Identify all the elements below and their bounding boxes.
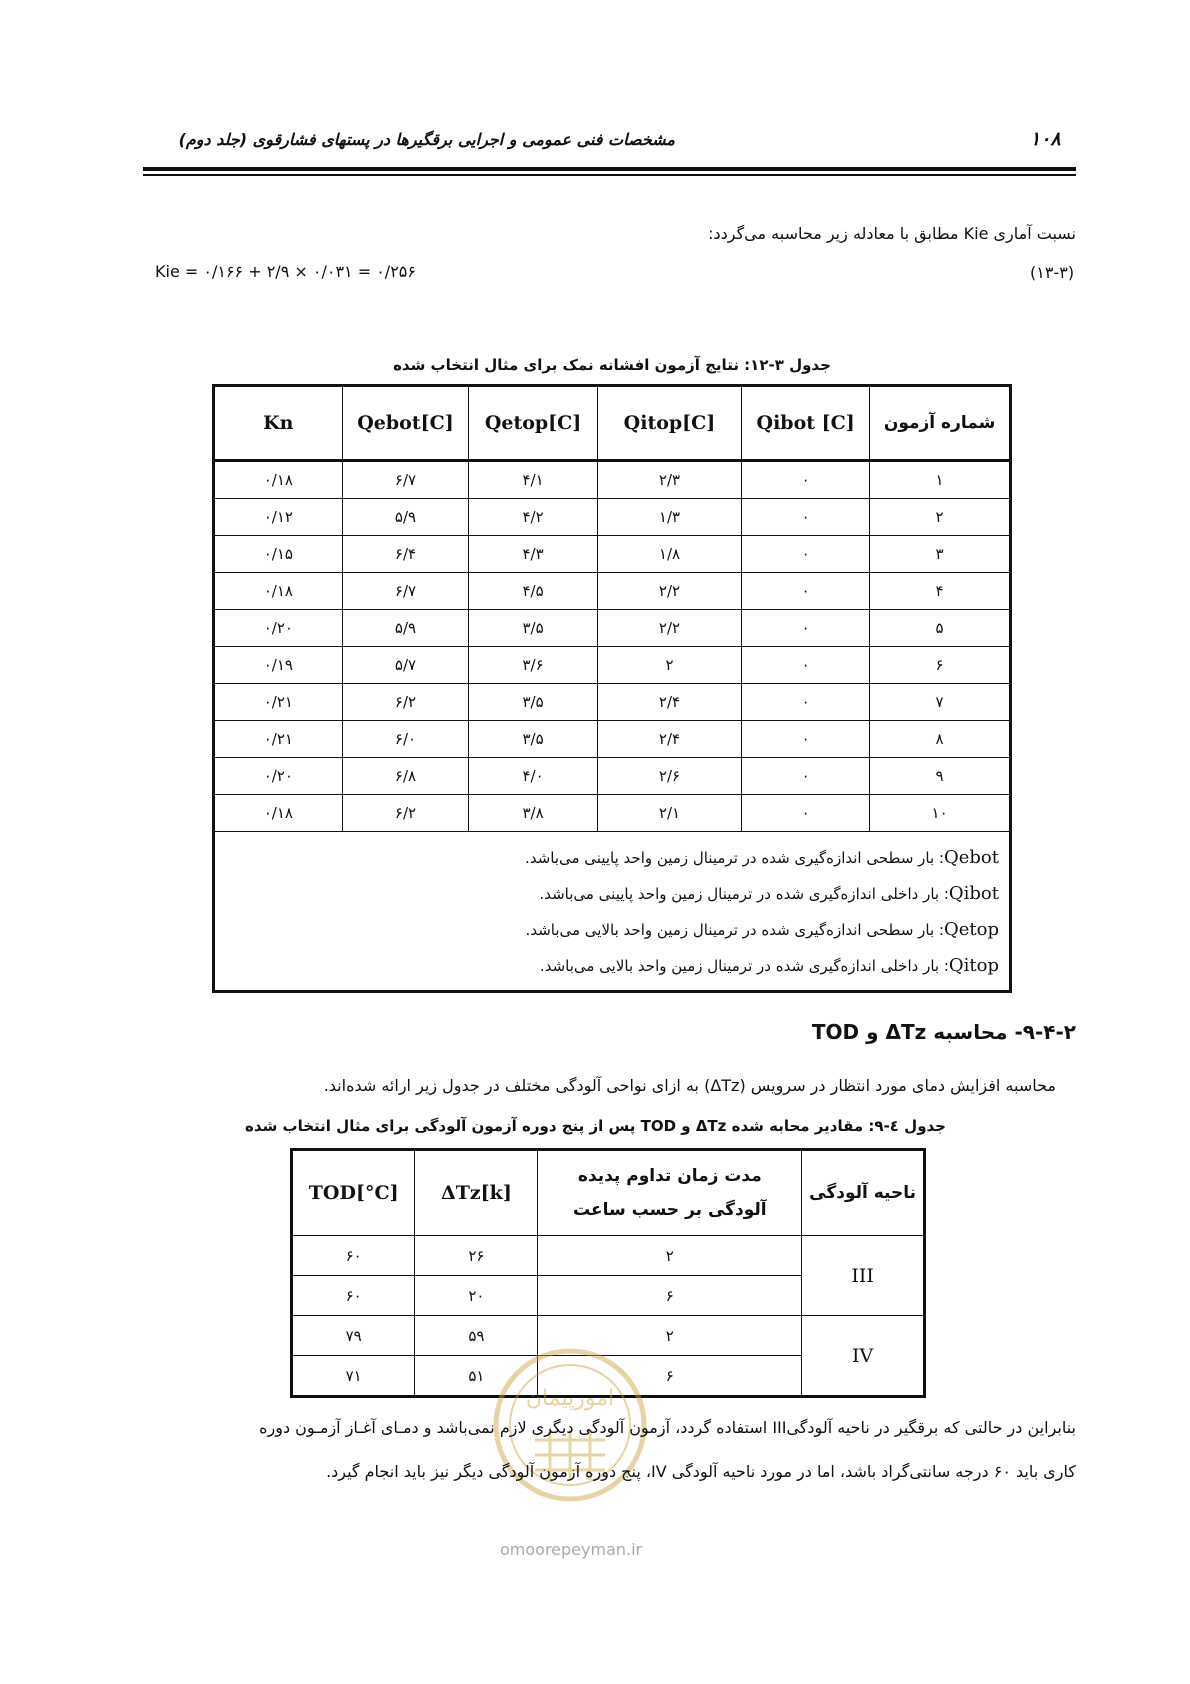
intro-text: نسبت آماری Kie مطابق با معادله زیر محاسبه می‌گردد: xyxy=(708,224,1076,243)
table-cell: ۲/۴ xyxy=(597,721,741,758)
table-cell: ۶/۷ xyxy=(342,461,469,499)
table-cell: ۶/۰ xyxy=(342,721,469,758)
table-row xyxy=(214,461,1011,499)
header-rule-thick xyxy=(143,167,1076,171)
table-cell: ۷۹ xyxy=(292,1316,415,1356)
table-cell: ۸ xyxy=(870,721,1011,758)
table-cell: ۲ xyxy=(538,1316,802,1356)
table-cell: ۰/۲۱ xyxy=(214,684,343,721)
table-cell: ۴/۵ xyxy=(469,573,598,610)
table-cell: ۳/۵ xyxy=(469,721,598,758)
table-cell: ۰ xyxy=(742,573,870,610)
table-cell: ۱۰ xyxy=(870,795,1011,832)
table-cell: ۲/۱ xyxy=(597,795,741,832)
conclusion-line-1: بنابراین در حالتی که برقگیر در ناحیه آلودگیIII استفاده گردد، آزمون آلودگی دیگری لازم نمی‌باشد و دمـای آغـاز آزمـون دوره xyxy=(259,1418,1076,1437)
equation-label: (۱۳-۳) xyxy=(1030,263,1075,282)
table-cell: ۵/۹ xyxy=(342,610,469,647)
table-cell: ۶۰ xyxy=(292,1276,415,1316)
table-cell: ۳/۶ xyxy=(469,647,598,684)
table-cell: ۰/۱۲ xyxy=(214,499,343,536)
zone-cell: IV xyxy=(802,1316,925,1397)
table-cell: ۱/۳ xyxy=(597,499,741,536)
table-cell: ۳/۵ xyxy=(469,610,598,647)
table-cell: ۵ xyxy=(870,610,1011,647)
table-cell: ۴/۲ xyxy=(469,499,598,536)
table-cell: ۵۹ xyxy=(415,1316,538,1356)
table-row xyxy=(214,499,1011,536)
col-header-qetop: Qetop[C] xyxy=(469,386,598,461)
conclusion-line-2: کاری باید ۶۰ درجه سانتی‌گراد باشد، اما در مورد ناحیه آلودگی IV، پنج دوره آزمون آلودگی دیگر نیز باید انجام گیرد. xyxy=(326,1462,1076,1481)
table-cell: ۳/۵ xyxy=(469,684,598,721)
table-cell: ۰/۲۰ xyxy=(214,758,343,795)
col-header-duration: مدت زمان تداوم پدیده آلودگی بر حسب ساعت xyxy=(538,1150,802,1236)
table-row xyxy=(214,758,1011,795)
table-cell: ۴/۳ xyxy=(469,536,598,573)
table-cell: ۶/۲ xyxy=(342,684,469,721)
table-cell: ۰/۱۸ xyxy=(214,795,343,832)
note-qetop: Qetop: بار سطحی اندازه‌گیری شده در ترمینال زمین واحد بالایی می‌باشد. xyxy=(525,919,999,940)
salt-fog-results-table xyxy=(212,384,1012,993)
table-cell: ۰/۱۵ xyxy=(214,536,343,573)
section-paragraph: محاسبه افزایش دمای مورد انتظار در سرویس (ΔTz) به ازای نواحی آلودگی مختلف در جدول زیر ارائه شده‌اند. xyxy=(323,1076,1056,1095)
table-cell: ۶/۸ xyxy=(342,758,469,795)
table-cell: ۶/۴ xyxy=(342,536,469,573)
table-cell: ۲ xyxy=(538,1236,802,1276)
table-cell: ۵/۹ xyxy=(342,499,469,536)
table-cell: ۰ xyxy=(742,795,870,832)
table1-notes xyxy=(214,832,1011,992)
table-cell: ۰ xyxy=(742,684,870,721)
table-cell: ۶/۷ xyxy=(342,573,469,610)
table-cell: ۰ xyxy=(742,647,870,684)
table-cell: ۷۱ xyxy=(292,1356,415,1397)
table-cell: ۰ xyxy=(742,610,870,647)
table-cell: ۶۰ xyxy=(292,1236,415,1276)
col-header-delta-tz: ΔTz[k] xyxy=(415,1150,538,1236)
table-cell: ۲۰ xyxy=(415,1276,538,1316)
table-cell: ۴/۰ xyxy=(469,758,598,795)
table-cell: ۳/۸ xyxy=(469,795,598,832)
table-cell: ۱/۸ xyxy=(597,536,741,573)
note-qibot: Qibot: بار داخلی اندازه‌گیری شده در ترمینال زمین واحد پایینی می‌باشد. xyxy=(539,883,999,904)
table-cell: ۵۱ xyxy=(415,1356,538,1397)
equation: Kie = ۰/۱۶۶ + ۲/۹ × ۰/۰۳۱ = ۰/۲۵۶ xyxy=(155,262,416,281)
table-cell: ۵/۷ xyxy=(342,647,469,684)
col-header-test-number: شماره آزمون xyxy=(870,386,1011,461)
table-cell: ۴/۱ xyxy=(469,461,598,499)
table-cell: ۲۶ xyxy=(415,1236,538,1276)
page-number: ۱۰۸ xyxy=(1030,128,1061,150)
col-header-qitop: Qitop[C] xyxy=(597,386,741,461)
table-cell: ۰ xyxy=(742,461,870,499)
table-cell: ۶ xyxy=(870,647,1011,684)
table-cell: ۲/۲ xyxy=(597,573,741,610)
table-cell: ۰ xyxy=(742,721,870,758)
table1-caption: جدول ۳-۱۲: نتایج آزمون افشانه نمک برای مثال انتخاب شده xyxy=(393,356,831,374)
table-cell: ۹ xyxy=(870,758,1011,795)
table-cell: ۶ xyxy=(538,1356,802,1397)
section-heading: ۹-۴-۲- محاسبه ΔTz و TOD xyxy=(811,1020,1076,1044)
table-row xyxy=(214,795,1011,832)
table-row xyxy=(214,610,1011,647)
table-cell: ۰/۱۹ xyxy=(214,647,343,684)
table-cell: ۰/۱۸ xyxy=(214,573,343,610)
table-cell: ۷ xyxy=(870,684,1011,721)
table2-caption: جدول ٤-٩: مقادیر محابه شده ΔTz و TOD پس از پنج دوره آزمون آلودگی برای مثال انتخاب شده xyxy=(245,1117,946,1135)
zone-cell: III xyxy=(802,1236,925,1316)
table-cell: ۰ xyxy=(742,536,870,573)
table-cell: ۱ xyxy=(870,461,1011,499)
svg-text:امورپیمان: امورپیمان xyxy=(525,1386,615,1411)
table-cell: ۰ xyxy=(742,499,870,536)
table-cell: ۶ xyxy=(538,1276,802,1316)
col-header-qebot: Qebot[C] xyxy=(342,386,469,461)
table-cell: ۲ xyxy=(870,499,1011,536)
note-qebot: Qebot: بار سطحی اندازه‌گیری شده در ترمینال زمین واحد پایینی می‌باشد. xyxy=(525,847,999,868)
table-row xyxy=(214,573,1011,610)
table-cell: ۰/۲۱ xyxy=(214,721,343,758)
watermark-site: omoorepeyman.ir xyxy=(500,1540,643,1559)
table-cell: ۰ xyxy=(742,758,870,795)
running-title: مشخصات فنی عمومی و اجرایی برقگیرها در پستهای فشارقوی (جلد دوم) xyxy=(178,130,675,149)
col-header-kn: Kn xyxy=(214,386,343,461)
table-cell: ۲/۴ xyxy=(597,684,741,721)
note-qitop: Qitop: بار داخلی اندازه‌گیری شده در ترمینال زمین واحد بالایی می‌باشد. xyxy=(539,955,999,976)
table-cell: ۶/۲ xyxy=(342,795,469,832)
table-cell: ۲ xyxy=(597,647,741,684)
table-cell: ۰/۲۰ xyxy=(214,610,343,647)
table-row xyxy=(292,1236,925,1276)
col-header-zone: ناحیه آلودگی xyxy=(802,1150,925,1236)
table-cell: ۲/۶ xyxy=(597,758,741,795)
table-cell: ۴ xyxy=(870,573,1011,610)
table-cell: ۲/۲ xyxy=(597,610,741,647)
table-cell: ۰/۱۸ xyxy=(214,461,343,499)
table-cell: ۲/۳ xyxy=(597,461,741,499)
header-rule-thin xyxy=(143,174,1076,176)
col-header-tod: TOD[°C] xyxy=(292,1150,415,1236)
table-cell: ۳ xyxy=(870,536,1011,573)
col-header-qibot: Qibot [C] xyxy=(742,386,870,461)
table-row xyxy=(214,684,1011,721)
table-row xyxy=(214,647,1011,684)
table-row xyxy=(214,536,1011,573)
table-row xyxy=(214,721,1011,758)
